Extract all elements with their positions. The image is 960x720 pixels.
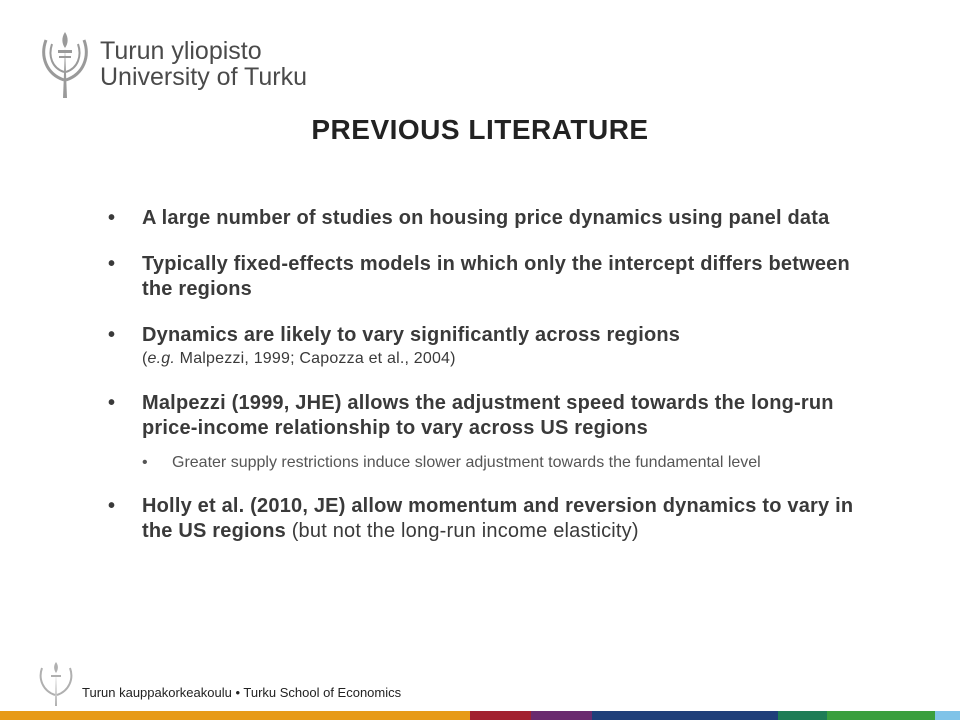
color-bar-segment [935,711,960,720]
logo-line-finnish: Turun yliopisto [100,36,262,65]
bullet-text: Malpezzi (1999, JHE) allows the adjustment speed towards the long-run price-income relationship to vary across US regions [142,392,834,439]
bullet-text: Dynamics are likely to vary significantly across regions [142,324,681,346]
bullet-dot: • [108,495,116,517]
sub-bullet-dot: • [142,454,148,471]
bullet-citation [142,348,868,370]
torch-emblem-icon [38,28,92,100]
torch-emblem-icon [38,660,74,708]
slide-title: PREVIOUS LITERATURE [311,114,649,145]
logo-wordmark [100,38,307,91]
sub-bullet-item [142,452,868,474]
footer-school-name: Turun kauppakorkeakoulu • Turku School of Economics [82,685,402,700]
citation-eg: e.g. [147,350,176,367]
bullet-text: A large number of studies on housing price dynamics using panel data [142,207,830,229]
bullet-dot: • [108,253,116,275]
sub-bullet-text: Greater supply restrictions induce slower adjustment towards the fundamental level [172,454,761,471]
bullet-item [108,494,868,544]
color-bar-segment [531,711,592,720]
footer-emblem [38,660,74,713]
slide-body [108,206,868,565]
bullet-item [108,391,868,441]
bullet-text: Typically fixed-effects models in which only the intercept differs between the regions [142,253,850,300]
color-bar-segment [827,711,935,720]
bullet-dot: • [108,392,116,414]
university-logo [38,28,307,100]
bullet-item [108,206,868,231]
citation-open: ( [142,350,148,367]
bullet-text: Holly et al. (2010, JE) allow momentum and reversion dynamics to vary in the US regions [142,495,854,542]
bullet-item [108,323,868,370]
bullet-dot: • [108,207,116,229]
citation-refs: Malpezzi, 1999; Capozza et al., 2004) [175,350,456,367]
color-bar-segment [0,711,470,720]
bullet-item [108,252,868,302]
logo-line-english: University of Turku [100,63,308,91]
bullet-dot: • [108,324,116,346]
bullet-text-aside: (but not the long-run income elasticity) [285,520,639,542]
color-bar-segment [778,711,827,720]
footer-color-bar [0,711,960,720]
color-bar-segment [592,711,778,720]
color-bar-segment [470,711,531,720]
